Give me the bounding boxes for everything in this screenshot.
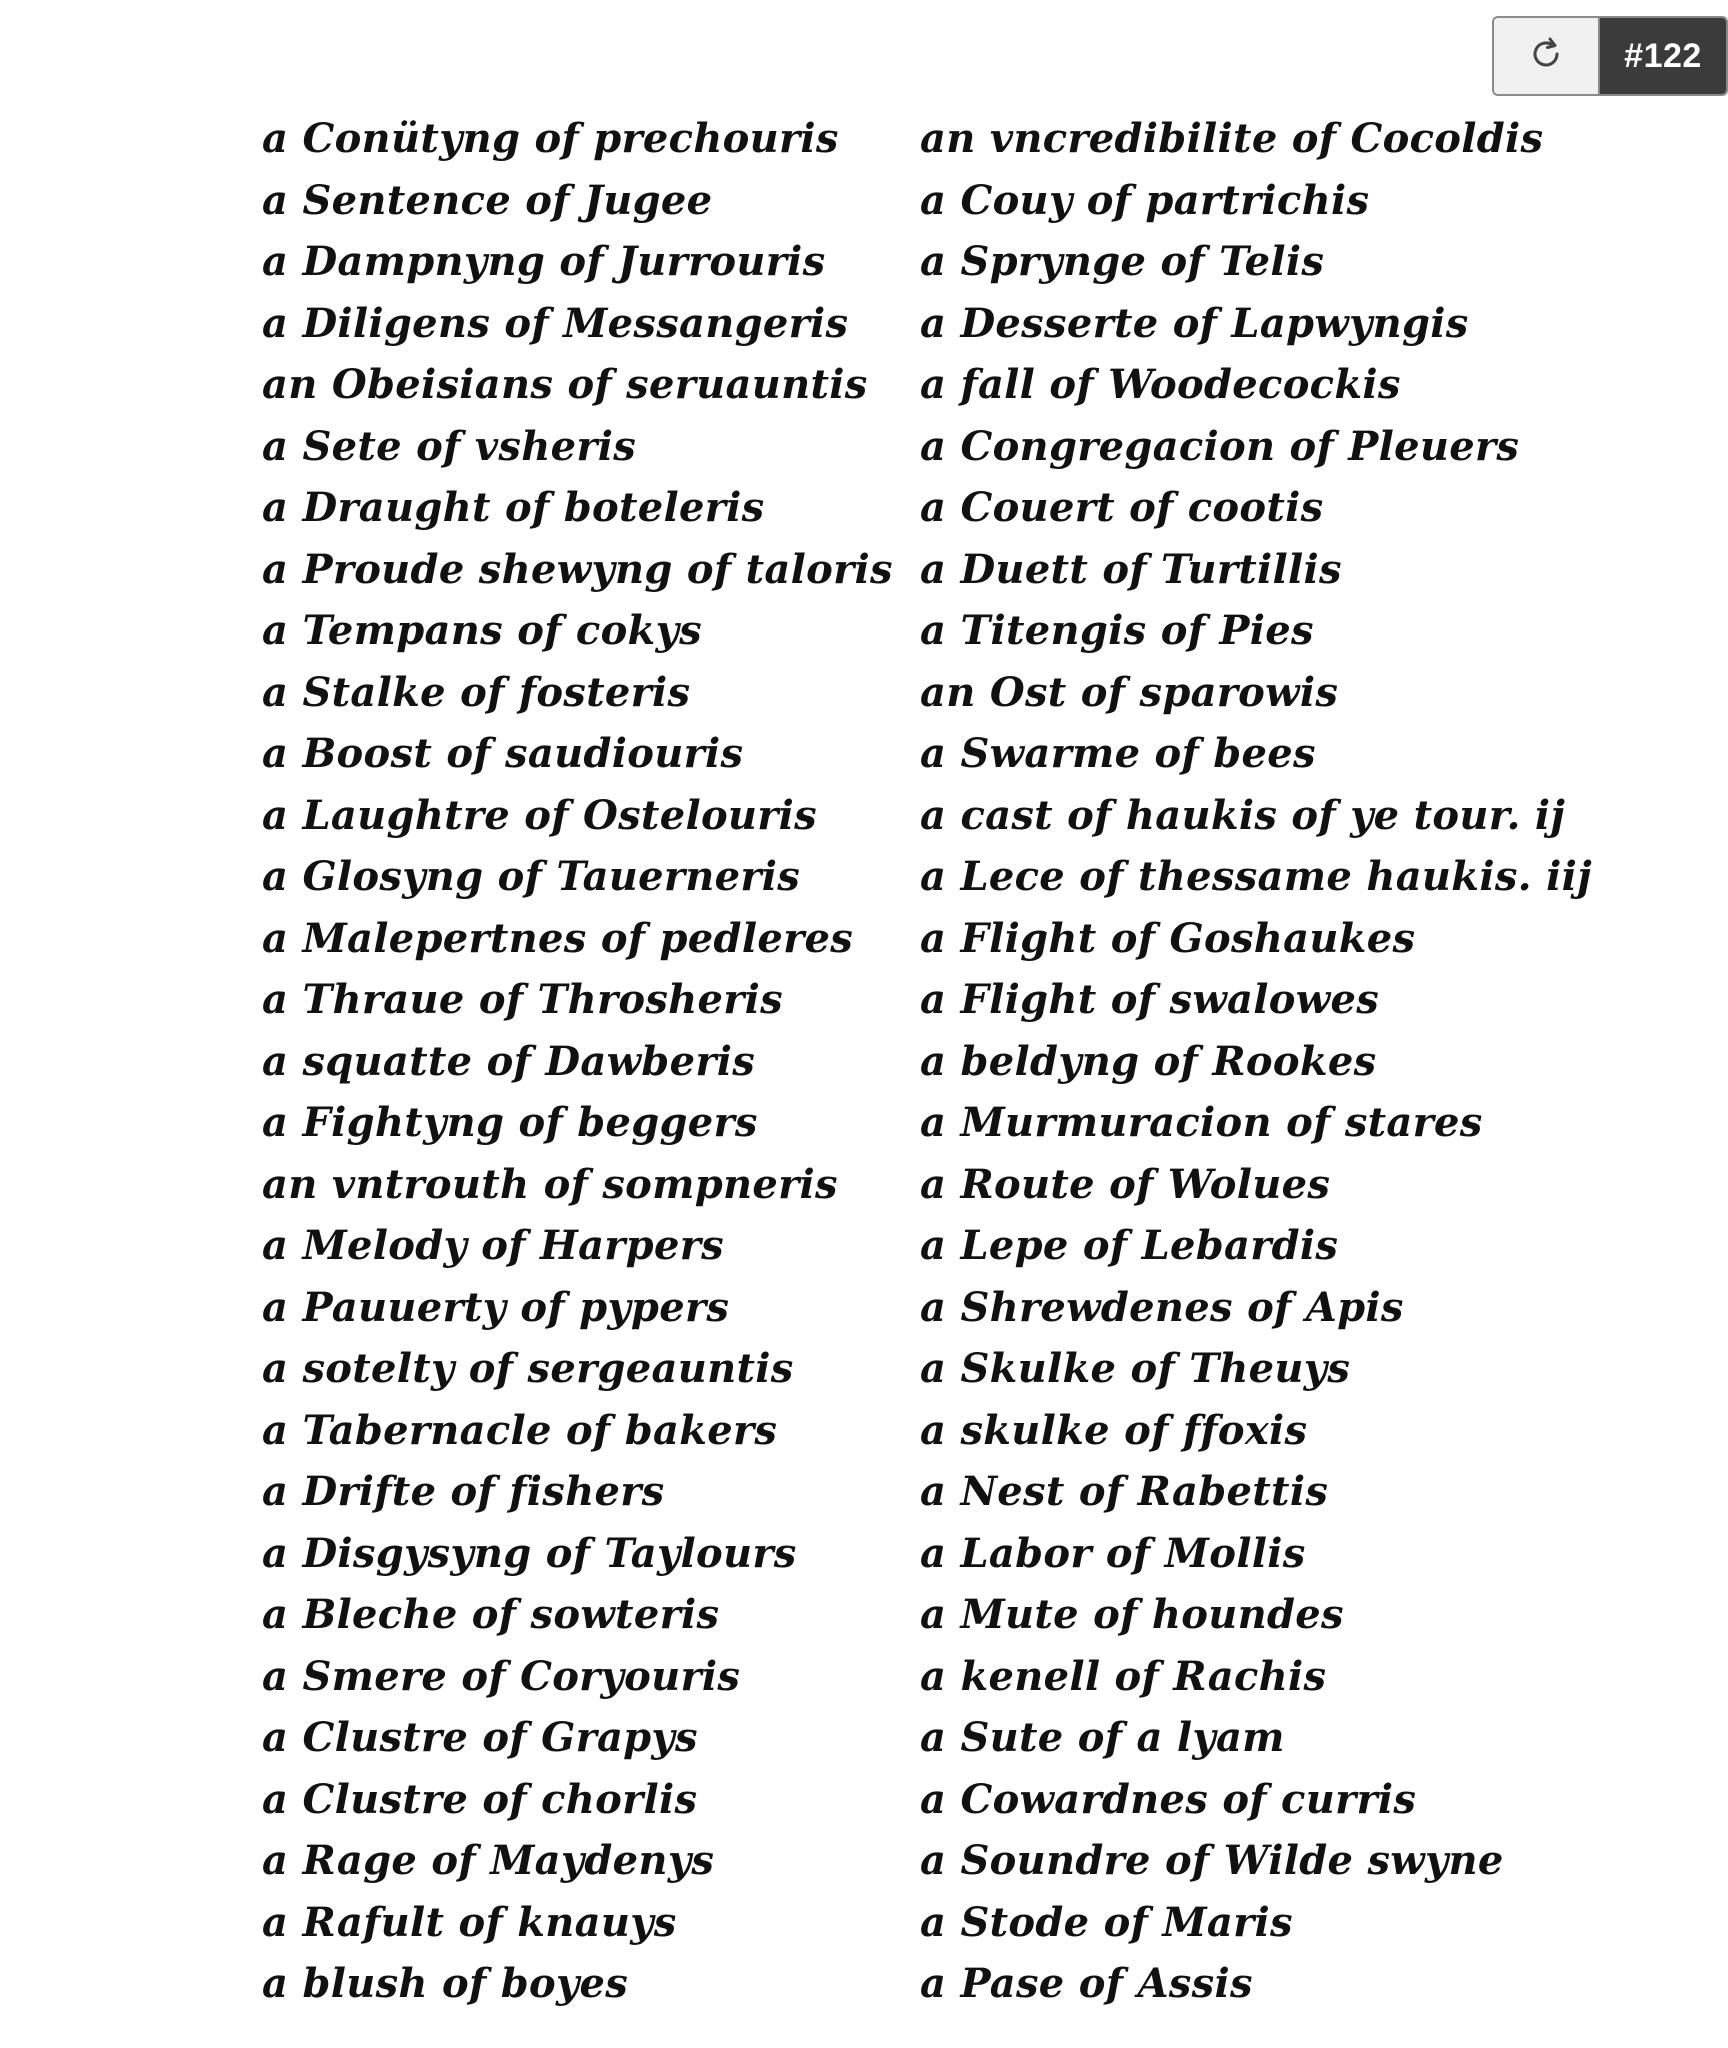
list-item: a Malepertnes of pedleres xyxy=(262,914,854,962)
left-column xyxy=(262,108,920,2015)
list-item: a Dampnyng of Jurrouris xyxy=(262,238,826,285)
list-item: an Obeisians of seruauntis xyxy=(262,361,868,408)
list-item: a kenell of Rachis xyxy=(920,1652,1327,1700)
list-item: a Tabernacle of bakers xyxy=(262,1406,778,1454)
list-item: a Laughtre of Ostelouris xyxy=(262,791,817,839)
list-item: a Conütyng of prechouris xyxy=(262,115,839,162)
page-number-badge: #122 xyxy=(1600,18,1726,94)
list-item: a Bleche of sowteris xyxy=(262,1591,720,1638)
list-item: a Spryngе of Telis xyxy=(920,238,1325,285)
list-item: a Rage of Maydenys xyxy=(262,1837,715,1884)
list-item: a Pauuerty of pypers xyxy=(262,1283,730,1331)
list-item: a blush of boyes xyxy=(262,1960,629,2007)
list-item: a Proude shewyng of taloris xyxy=(262,545,893,593)
list-item: a Melody of Harpers xyxy=(262,1222,724,1269)
toolbar xyxy=(1492,16,1728,96)
list-item: a Disgysyng of Taylours xyxy=(262,1529,797,1577)
list-item: a Route of Wolues xyxy=(920,1160,1331,1208)
list-item: an vntrouth of sompneris xyxy=(262,1160,838,1208)
list-item: a Cowardnes of curris xyxy=(920,1775,1417,1823)
list-item: a Draught of boteleris xyxy=(262,484,765,531)
list-item: a Smere of Coryouris xyxy=(262,1652,741,1700)
list-item: a Stalke of fosteris xyxy=(262,668,691,716)
refresh-button[interactable] xyxy=(1494,18,1600,94)
list-item: a Pase of Assis xyxy=(920,1960,1253,2007)
list-item: a Nest of Rabettis xyxy=(920,1468,1329,1515)
list-item: a Sete of vsheris xyxy=(262,422,637,470)
right-column xyxy=(920,108,1592,2015)
list-item: an vncredibilite of Cocoldis xyxy=(920,115,1544,162)
list-item: a Duett of Turtillis xyxy=(920,545,1342,593)
list-item: a Murmuracion of stares xyxy=(920,1099,1483,1146)
refresh-icon xyxy=(1526,34,1566,78)
list-item: a cast of haukis of ye tour. ij xyxy=(920,791,1566,839)
list-item: a Stode of Maris xyxy=(920,1898,1293,1946)
list-item: a Titengis of Pies xyxy=(920,607,1314,654)
list-item: a Sentence of Jugee xyxy=(262,176,713,224)
list-item: a squatte of Dawberis xyxy=(262,1037,756,1085)
list-item: a Boost of saudiouris xyxy=(262,730,744,777)
list-item: a Drifte of fishers xyxy=(262,1468,665,1515)
list-item: a Diligens of Messangeris xyxy=(262,299,849,347)
list-item: a skulke of ffoxis xyxy=(920,1406,1308,1454)
list-item: a Rafult of knauys xyxy=(262,1898,677,1946)
list-item: a beldyng of Rookes xyxy=(920,1037,1377,1085)
list-item: a Lepe of Lebardis xyxy=(920,1222,1339,1269)
list-item: a Clustre of chorlis xyxy=(262,1775,698,1823)
list-item: a Couert of cootis xyxy=(920,484,1324,531)
list-item: a Fightyng of beggers xyxy=(262,1099,758,1146)
list-item: a Couy of partrichis xyxy=(920,176,1370,224)
list-item: a Congregacion of Pleuers xyxy=(920,422,1520,470)
list-item: a Skulke of Theuys xyxy=(920,1345,1351,1392)
list-item: a Swarme of bees xyxy=(920,730,1316,777)
list-item: a Desserte of Lapwyngis xyxy=(920,299,1469,347)
list-item: a Soundre of Wilde swyne xyxy=(920,1837,1504,1884)
list-item: a Mute of houndes xyxy=(920,1591,1344,1638)
list-item: a Glosyng of Tauerneris xyxy=(262,853,801,900)
list-item: a Flight of Goshaukes xyxy=(920,914,1416,962)
list-item: a Flight of swalowes xyxy=(920,976,1380,1023)
list-item: a Clustre of Grapys xyxy=(262,1714,698,1761)
list-item: a Sute of a lyam xyxy=(920,1714,1285,1761)
list-item: a Thraue of Throsheris xyxy=(262,976,783,1023)
list-item: a fall of Woodecockis xyxy=(920,361,1401,408)
list-item: a Lece of thessame haukis. iij xyxy=(920,853,1592,900)
list-item: a Labor of Mollis xyxy=(920,1529,1306,1577)
list-item: a Tempans of cokys xyxy=(262,607,702,654)
list-item: a Shrewdenes of Apis xyxy=(920,1283,1404,1331)
document-page xyxy=(262,108,1592,2015)
list-item: an Ost of sparowis xyxy=(920,668,1339,716)
list-item: a sotelty of sergeauntis xyxy=(262,1345,794,1392)
